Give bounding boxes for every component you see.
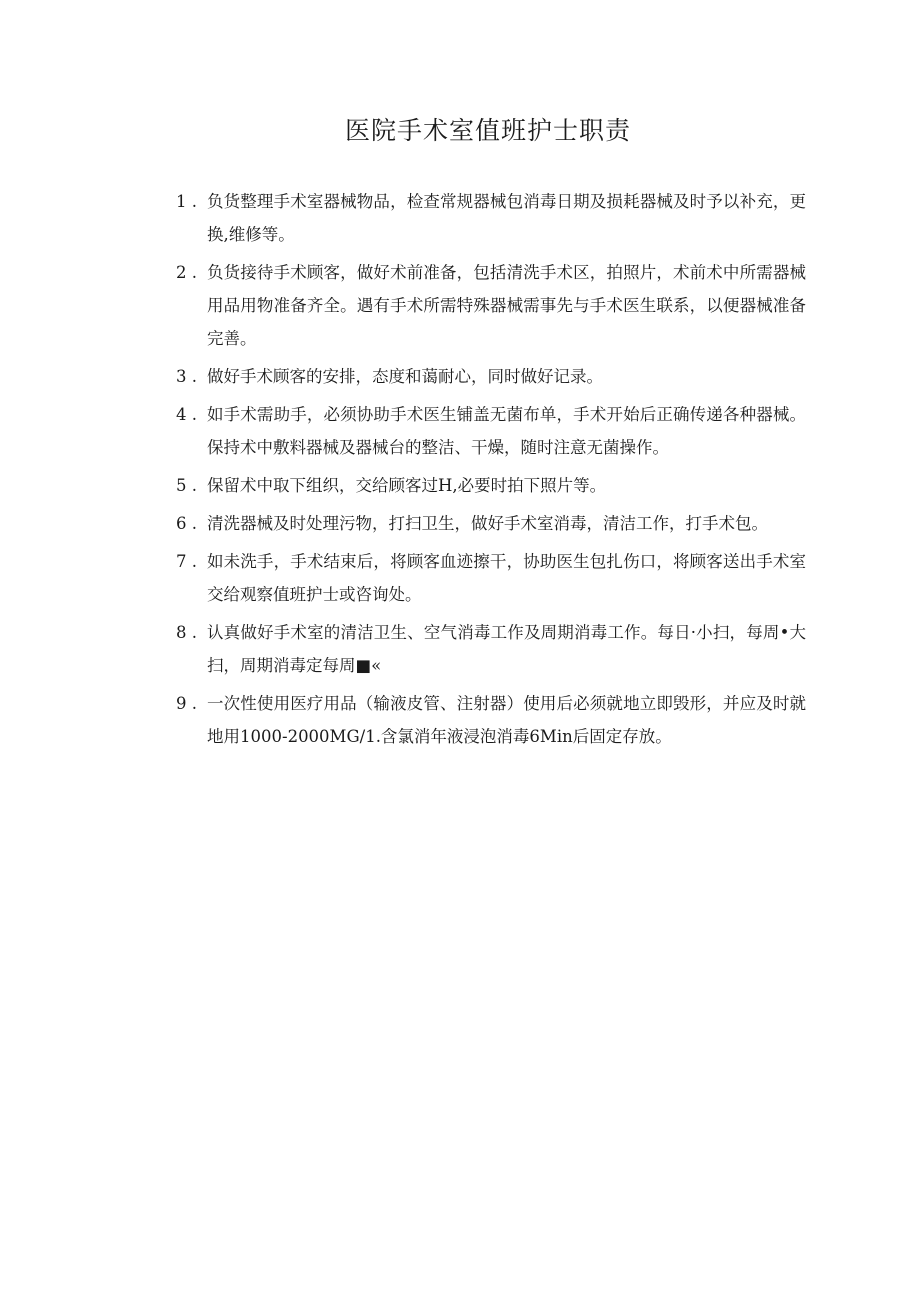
item-number: 6 .	[176, 514, 197, 533]
list-item	[176, 185, 806, 251]
list-item	[176, 256, 806, 355]
item-text: 清洗器械及时处理污物，打扫卫生，做好手术室消毒，清洁工作，打手术包。	[207, 514, 768, 533]
item-number: 2 .	[176, 263, 197, 282]
duty-list	[176, 185, 806, 758]
item-number: 1 .	[176, 192, 197, 211]
item-text: 负货整理手术室器械物品，检查常规器械包消毒日期及损耗器械及时予以补充，更换,维修等。	[207, 192, 806, 244]
document-title: 医院手术室值班护士职责	[344, 116, 631, 145]
item-number: 5 .	[176, 476, 197, 495]
item-text: 认真做好手术室的清洁卫生、空气消毒工作及周期消毒工作。每日·小扫，每周•大扫，周期消毒定每周■«	[207, 623, 806, 675]
list-item	[176, 545, 806, 611]
item-number: 3 .	[176, 367, 197, 386]
item-number: 4 .	[176, 405, 197, 424]
item-number: 8 .	[176, 623, 197, 642]
list-item	[176, 616, 806, 682]
list-item	[176, 687, 806, 753]
list-item	[176, 398, 806, 464]
item-text: 负货接待手术顾客，做好术前准备，包括清洗手术区，拍照片，术前术中所需器械用品用物准备齐全。遇有手术所需特殊器械需事先与手术医生联系，以便器械准备完善。	[207, 263, 806, 348]
item-number: 7 .	[176, 552, 197, 571]
item-text: 保留术中取下组织，交给顾客过H,必要时拍下照片等。	[207, 476, 607, 495]
item-text: 做好手术顾客的安排，态度和蔼耐心，同时做好记录。	[207, 367, 603, 386]
item-text: 如手术需助手，必须协助手术医生铺盖无菌布单，手术开始后正确传递各种器械。保持术中敷料器械及器械台的整洁、干燥，随时注意无菌操作。	[207, 405, 806, 457]
item-text: 如未洗手，手术结束后，将顾客血迹擦干，协助医生包扎伤口，将顾客送出手术室交给观察值班护士或咨询处。	[207, 552, 806, 604]
list-item	[176, 469, 806, 502]
item-number: 9 .	[176, 694, 197, 713]
item-text: 一次性使用医疗用品（输液皮管、注射器）使用后必须就地立即毁形，并应及时就地用1000-2000MG/1.含氯消年液浸泡消毒6Min后固定存放。	[207, 694, 806, 746]
list-item	[176, 507, 806, 540]
list-item	[176, 360, 806, 393]
